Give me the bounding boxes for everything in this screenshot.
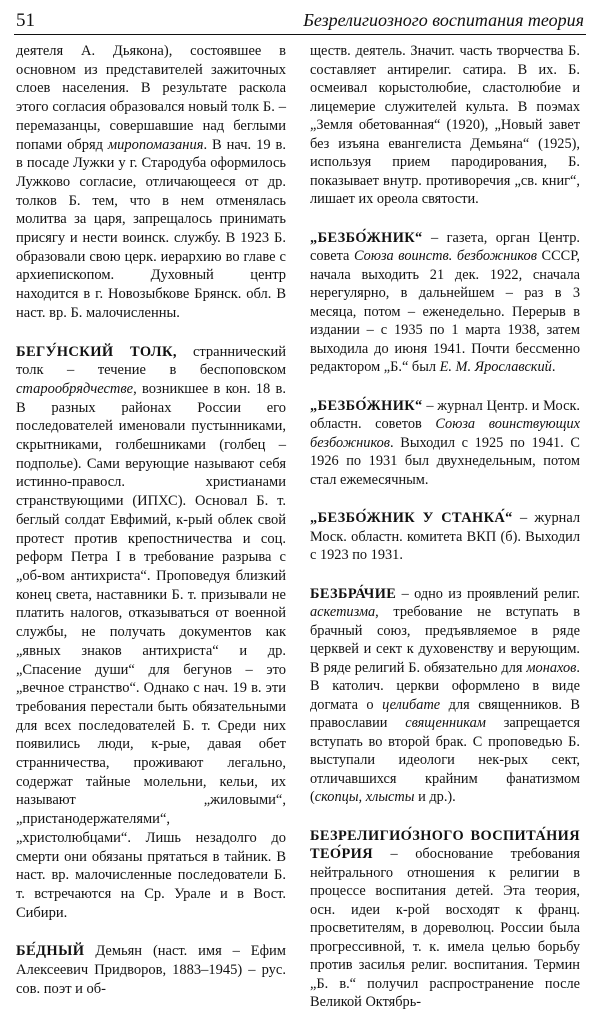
entry-text: для священников. В православии [310, 696, 580, 731]
entry-text: – газета, орган Центр. совета [310, 229, 580, 264]
cross-reference: монахов [526, 659, 577, 676]
cross-reference: аскетизма [310, 604, 376, 620]
entry-text: , требование не вступать в брачный союз, предъявляемое в ряде церквей и сект к духовенству и верующим. В ряде религий Б. обязательно для [310, 604, 580, 676]
entry-text: . В католич. церкви оформлено в виде догмата о [310, 659, 580, 713]
entry-text: – обоснование требования нейтрального отношения к религии в процессе воспитания детей. Эта теория, осн. идеи к-рой восходят к франц. просветителям, в дореволюц. России была прогрессивной, т. к. имела целью борьбу против засилья религ. воспитания. Термин „Б. в.“ получил распространение после Великой Октябрь- [310, 846, 580, 1010]
entry-bezbozhnik-u-stanka [310, 509, 580, 565]
entry-bedny [16, 942, 286, 998]
entry-text: – журнал Центр. и Моск. областн. советов [310, 397, 580, 432]
entry-text: Демьян (наст. имя – Ефим Алексеевич Придворов, 1883–1945) – рус. сов. поэт и об- [16, 943, 286, 997]
entry-text: СССР, начала выходить 21 дек. 1922, сначала нерегулярно, в дальнейшем – раз в 3 месяца, потом – еженедельно. Перерыв в издании – с 1935 по 1 марта 1938, затем выходила до июня 1941. Почти бессменно редактором „Б.“ был [310, 248, 580, 375]
entry-headword: БЕЗБРА́ЧИЕ [310, 585, 397, 602]
entry-text: и др.). [414, 789, 456, 805]
entry-continuation [310, 42, 580, 209]
entry-headword: БЕЗРЕЛИГИО́ЗНОГО ВОСПИТА́НИЯ ТЕО́РИЯ [310, 827, 580, 862]
page-number: 51 [16, 10, 35, 31]
entry-bezbozhnik-newspaper [310, 229, 580, 377]
entry-text: . В нач. 19 в. в посаде Лужки у г. Стародуба оформилось Лужково согласие, отличающееся от др. толков Б. тем, что в нем отменялась молитва за царя, запрещалось принимать присягу и нести воинск. службу. В 1923 Б. образовали свою церк. иерархию во главе с архиепископом. Духовный центр находится в г. Новозыбкове Брянск. обл. В наст. вр. Б. малочисленны. [16, 136, 286, 321]
entry-headword: „БЕЗБО́ЖНИК“ [310, 397, 423, 414]
entry-headword: „БЕЗБО́ЖНИК У СТАНКА́“ [310, 510, 513, 526]
entry-text: – журнал Моск. областн. комитета ВКП (б). Выходил с 1923 по 1931. [310, 510, 580, 563]
entry-text: деятеля А. Дьякона), состоявшее в основном из представителей зажиточных слоев населения. В результате раскола этого согласия образовался новый толк Б. – перемазанцы, совершавшие над беглыми попами обряд [16, 43, 286, 153]
running-title: Безрелигиозного воспитания теория [303, 10, 584, 30]
entry-continuation [16, 42, 286, 323]
entry-bezbozhnik-journal [310, 397, 580, 490]
cross-reference: старообрядчестве [16, 380, 134, 397]
entry-bezbrachie [310, 585, 580, 807]
cross-reference: миропомазания [107, 136, 204, 153]
cross-reference: Е. М. Ярославский [439, 359, 552, 375]
cross-reference: целибате [382, 696, 441, 713]
entry-text: запрещается вступать во второй брак. С проповедью Б. выступали идеологи нек-рых сект, отличавшихся крайним фанатизмом ( [310, 715, 580, 805]
cross-reference: скопцы, хлысты [314, 789, 415, 805]
page-header [14, 8, 586, 35]
entry-text: ществ. деятель. Значит. часть творчества Б. составляет антирелиг. сатира. В их. Б. осмеивал корыстолюбие, сластолюбие и лицемерие служителей культа. В поэмах „Земля обетованная“ (1920), „Новый завет без изъяна евангелиста Демьяна“ (1925), используя прием пародирования, Б. показывает внутр. противоречия „св. книг“, лишает их ореола святости. [310, 43, 580, 207]
entry-text: страннический толк – течение в беспоповском [16, 343, 286, 379]
left-column [16, 42, 286, 998]
entry-begunsky-tolk [16, 343, 286, 923]
entry-headword: БЕГУ́НСКИЙ ТОЛК, [16, 343, 177, 360]
entry-headword: „БЕЗБО́ЖНИК“ [310, 229, 423, 246]
entry-text: , возникшее в кон. 18 в. В разных районах России его последователей именовали пустынниками, скрытниками, голбешниками (голбец – подполье). Сами верующие называют себя истинно-правосл. христианами странствующими (ИПХС). Основал Б. т. беглый солдат Евфимий, к-рый облек свой протест против крепостничества и соц. реформ Петра I в требование разрыва с „об-вом антихриста“. Проповедуя близкий конец света, наставники Б. т. призывали не платить налогов, отказываться от военной службы, не получать документов как „явных знаков антихриста“ и др. „Спасение души“ для бегунов – это „вечное странство“. Однако с нач. 19 в. эти требования перестали быть обязательными для всех последователей Б. т. Среди них появились люди, к-рые, давая обет странничества, проживают легально, содержат тайные молельни, кельи, их называют „жиловыми“, „пристанодержателями“, „христолюбцами“. Лишь незадолго до смерти они обязаны прятаться в тайник. В наст. вр. малочисленные последователи Б. т. встречаются на Ср. Урале и в Вост. Сибири. [16, 380, 286, 921]
cross-reference: Союза воинств. безбожников [354, 248, 537, 264]
cross-reference: Союза воинствующих безбожников [310, 416, 580, 451]
entry-text: . Выходил с 1925 по 1941. С 1926 по 1931 был двухнедельным, потом стал ежемесячным. [310, 434, 580, 488]
entry-headword: БЕ́ДНЫЙ [16, 943, 85, 960]
entry-bezreligioznogo-vospitaniya [310, 827, 580, 1012]
cross-reference: священникам [405, 715, 486, 731]
right-column [310, 42, 580, 1012]
entry-text: . [551, 359, 556, 375]
entry-text: – одно из проявлений религ. [396, 585, 580, 602]
